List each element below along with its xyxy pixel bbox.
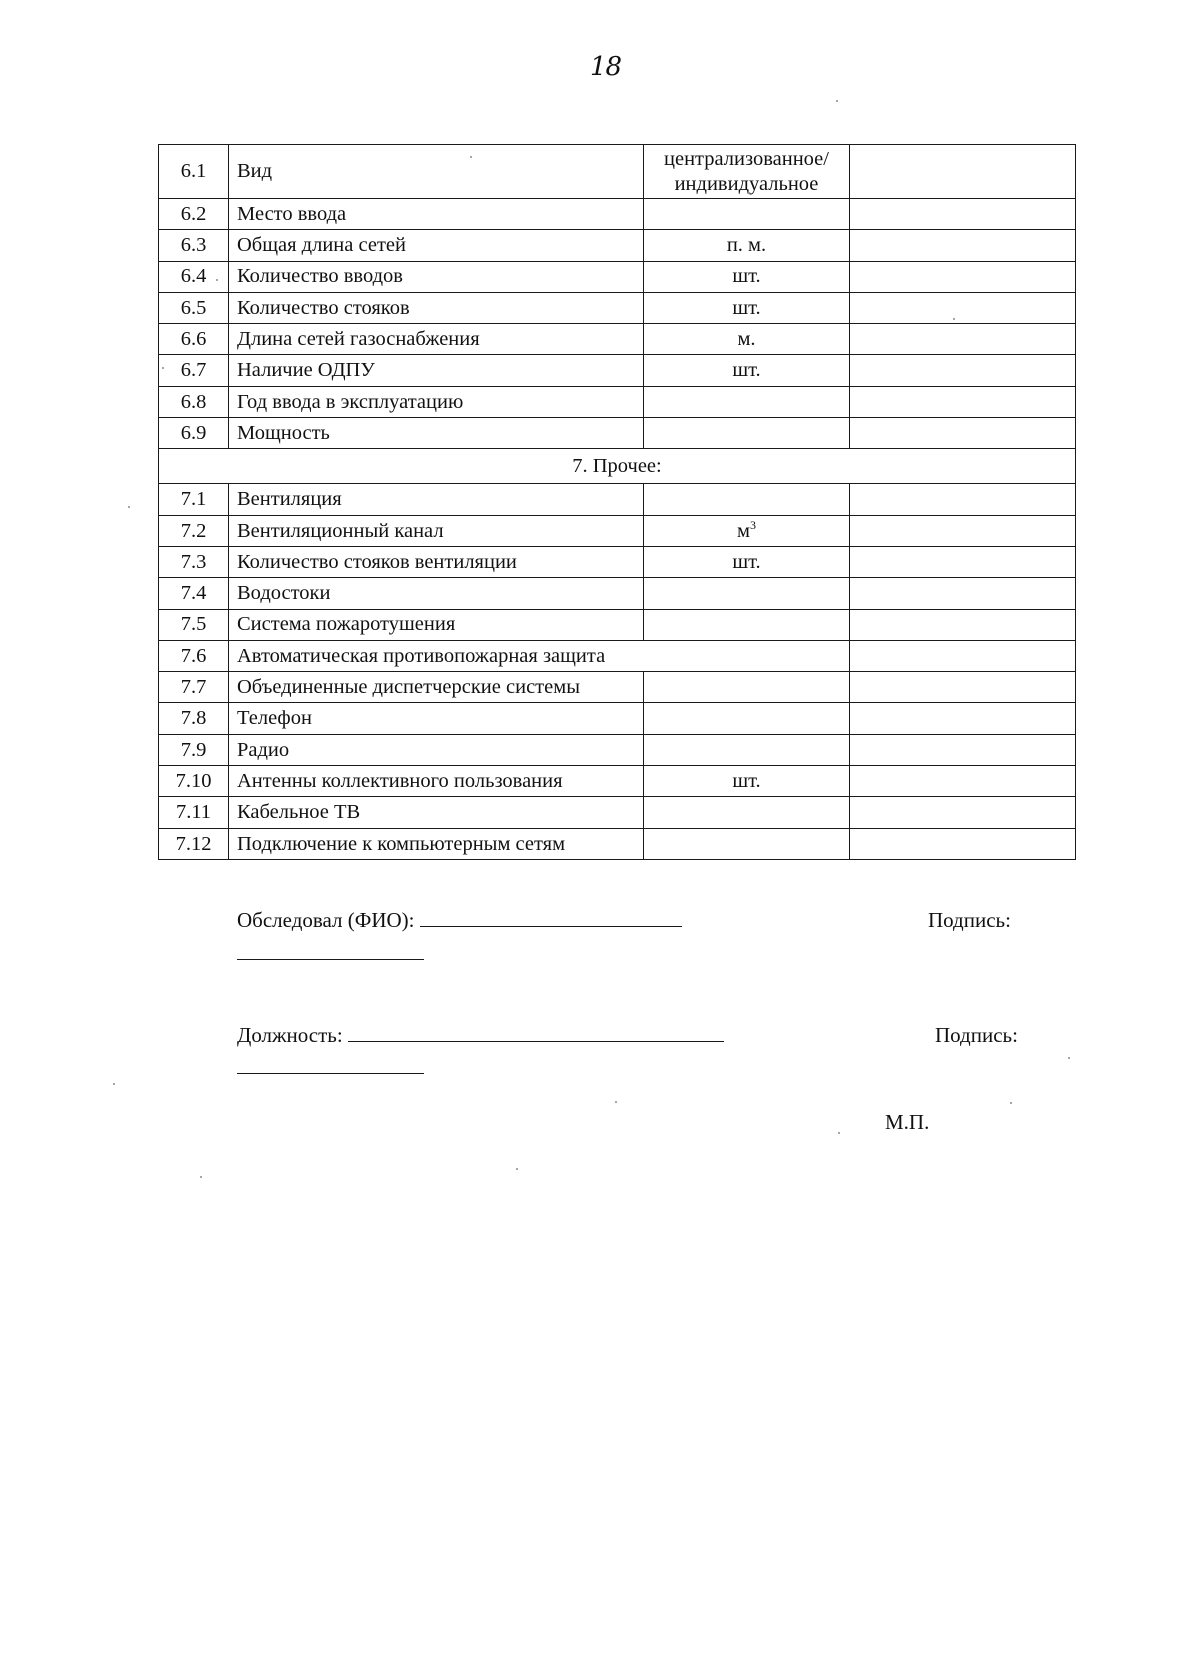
row-value[interactable]	[850, 734, 1076, 765]
row-unit: шт.	[644, 546, 850, 577]
table-row	[159, 261, 1076, 292]
scan-speck	[200, 1176, 202, 1178]
inspector-field	[237, 908, 682, 933]
row-unit	[644, 797, 850, 828]
row-number: 7.1	[159, 484, 229, 515]
row-name: Длина сетей газоснабжения	[229, 324, 644, 355]
row-number: 7.8	[159, 703, 229, 734]
position-label: Должность:	[237, 1023, 343, 1047]
stamp-label: М.П.	[885, 1110, 930, 1134]
inspector-label: Обследовал (ФИО):	[237, 908, 415, 932]
row-unit: шт.	[644, 292, 850, 323]
row-unit: шт.	[644, 766, 850, 797]
table-row	[159, 418, 1076, 449]
row-value[interactable]	[850, 515, 1076, 546]
page-number: 18	[590, 52, 622, 82]
position-field	[237, 1023, 724, 1048]
row-value[interactable]	[850, 609, 1076, 640]
row-name: Год ввода в эксплуатацию	[229, 386, 644, 417]
row-name: Подключение к компьютерным сетям	[229, 828, 644, 859]
section-header-row	[159, 449, 1076, 484]
scan-speck	[1010, 1102, 1012, 1104]
row-unit	[644, 734, 850, 765]
section-title: 7. Прочее:	[159, 449, 1076, 484]
row-value[interactable]	[850, 261, 1076, 292]
table-row	[159, 703, 1076, 734]
row-number: 6.5	[159, 292, 229, 323]
row-name: Место ввода	[229, 199, 644, 230]
row-number: 7.11	[159, 797, 229, 828]
row-unit	[644, 386, 850, 417]
row-unit	[644, 145, 850, 199]
row-unit: п. м.	[644, 230, 850, 261]
row-value[interactable]	[850, 672, 1076, 703]
row-number: 7.5	[159, 609, 229, 640]
row-value[interactable]	[850, 640, 1076, 671]
unit-superscript: 3	[749, 517, 756, 532]
row-name: Антенны коллективного пользования	[229, 766, 644, 797]
row-name: Вентиляционный канал	[229, 515, 644, 546]
scan-speck	[838, 1132, 840, 1134]
table-row	[159, 386, 1076, 417]
scan-speck	[516, 1168, 518, 1170]
row-value[interactable]	[850, 418, 1076, 449]
row-value[interactable]	[850, 546, 1076, 577]
row-name: Количество стояков вентиляции	[229, 546, 644, 577]
row-name: Кабельное ТВ	[229, 797, 644, 828]
row-name: Вентиляция	[229, 484, 644, 515]
row-value[interactable]	[850, 828, 1076, 859]
row-unit: шт.	[644, 261, 850, 292]
row-name: Мощность	[229, 418, 644, 449]
row-number: 7.6	[159, 640, 229, 671]
row-name: Количество стояков	[229, 292, 644, 323]
row-value[interactable]	[850, 766, 1076, 797]
row-number: 7.3	[159, 546, 229, 577]
table-row	[159, 828, 1076, 859]
row-number: 6.9	[159, 418, 229, 449]
row-name: Общая длина сетей	[229, 230, 644, 261]
row-value[interactable]	[850, 578, 1076, 609]
signature-line-1[interactable]	[237, 959, 424, 960]
scan-speck	[836, 100, 838, 102]
table-row	[159, 672, 1076, 703]
row-value[interactable]	[850, 386, 1076, 417]
signature-line-2[interactable]	[237, 1073, 424, 1074]
row-name: Телефон	[229, 703, 644, 734]
row-name: Водостоки	[229, 578, 644, 609]
row-number: 7.2	[159, 515, 229, 546]
row-number: 6.1	[159, 145, 229, 199]
signature-label-1: Подпись:	[928, 908, 1011, 932]
scan-speck	[216, 279, 218, 281]
row-name: Радио	[229, 734, 644, 765]
row-unit	[644, 672, 850, 703]
row-unit: шт.	[644, 355, 850, 386]
table-row	[159, 292, 1076, 323]
table-row	[159, 734, 1076, 765]
signature-label-2: Подпись:	[935, 1023, 1018, 1047]
row-number: 6.8	[159, 386, 229, 417]
row-name: Система пожаротушения	[229, 609, 644, 640]
position-line[interactable]	[348, 1039, 724, 1042]
row-value[interactable]	[850, 703, 1076, 734]
row-number: 6.6	[159, 324, 229, 355]
table-row	[159, 324, 1076, 355]
row-number: 6.3	[159, 230, 229, 261]
row-name: Объединенные диспетчерские системы	[229, 672, 644, 703]
table-row	[159, 578, 1076, 609]
unit-base: м	[737, 519, 750, 542]
row-value[interactable]	[850, 230, 1076, 261]
row-number: 7.7	[159, 672, 229, 703]
row-name: Наличие ОДПУ	[229, 355, 644, 386]
table-row	[159, 484, 1076, 515]
row-unit	[644, 484, 850, 515]
row-value[interactable]	[850, 199, 1076, 230]
table-row	[159, 797, 1076, 828]
table-row	[159, 355, 1076, 386]
table-row	[159, 145, 1076, 199]
row-number: 6.4	[159, 261, 229, 292]
table-row	[159, 230, 1076, 261]
row-value[interactable]	[850, 324, 1076, 355]
table-row	[159, 640, 1076, 671]
scan-speck	[615, 1101, 617, 1103]
row-value[interactable]	[850, 355, 1076, 386]
table-row	[159, 515, 1076, 546]
row-value[interactable]	[850, 145, 1076, 199]
table-row	[159, 609, 1076, 640]
row-number: 7.9	[159, 734, 229, 765]
row-number: 6.2	[159, 199, 229, 230]
row-unit	[644, 418, 850, 449]
scan-speck	[953, 318, 955, 320]
row-value[interactable]	[850, 292, 1076, 323]
row-name: Автоматическая противопожарная защита	[229, 640, 850, 671]
row-value[interactable]	[850, 484, 1076, 515]
row-unit: м.	[644, 324, 850, 355]
row-number: 6.7	[159, 355, 229, 386]
row-unit-line: централизованное/	[664, 147, 829, 170]
row-unit	[644, 609, 850, 640]
row-name: Вид	[229, 145, 644, 199]
row-unit-line: индивидуальное	[674, 172, 819, 195]
table-row	[159, 199, 1076, 230]
scan-speck	[162, 367, 164, 369]
row-unit	[644, 828, 850, 859]
row-name: Количество вводов	[229, 261, 644, 292]
scan-speck	[113, 1083, 115, 1085]
table-row	[159, 766, 1076, 797]
scan-speck	[128, 506, 130, 508]
row-number: 7.12	[159, 828, 229, 859]
row-unit	[644, 578, 850, 609]
row-number: 7.10	[159, 766, 229, 797]
inspector-name-line[interactable]	[420, 924, 682, 927]
row-number: 7.4	[159, 578, 229, 609]
scan-speck	[1068, 1057, 1070, 1059]
survey-table	[158, 144, 1076, 860]
scan-speck	[470, 156, 472, 158]
row-unit	[644, 703, 850, 734]
row-unit	[644, 199, 850, 230]
row-value[interactable]	[850, 797, 1076, 828]
table-row	[159, 546, 1076, 577]
row-unit	[644, 515, 850, 546]
